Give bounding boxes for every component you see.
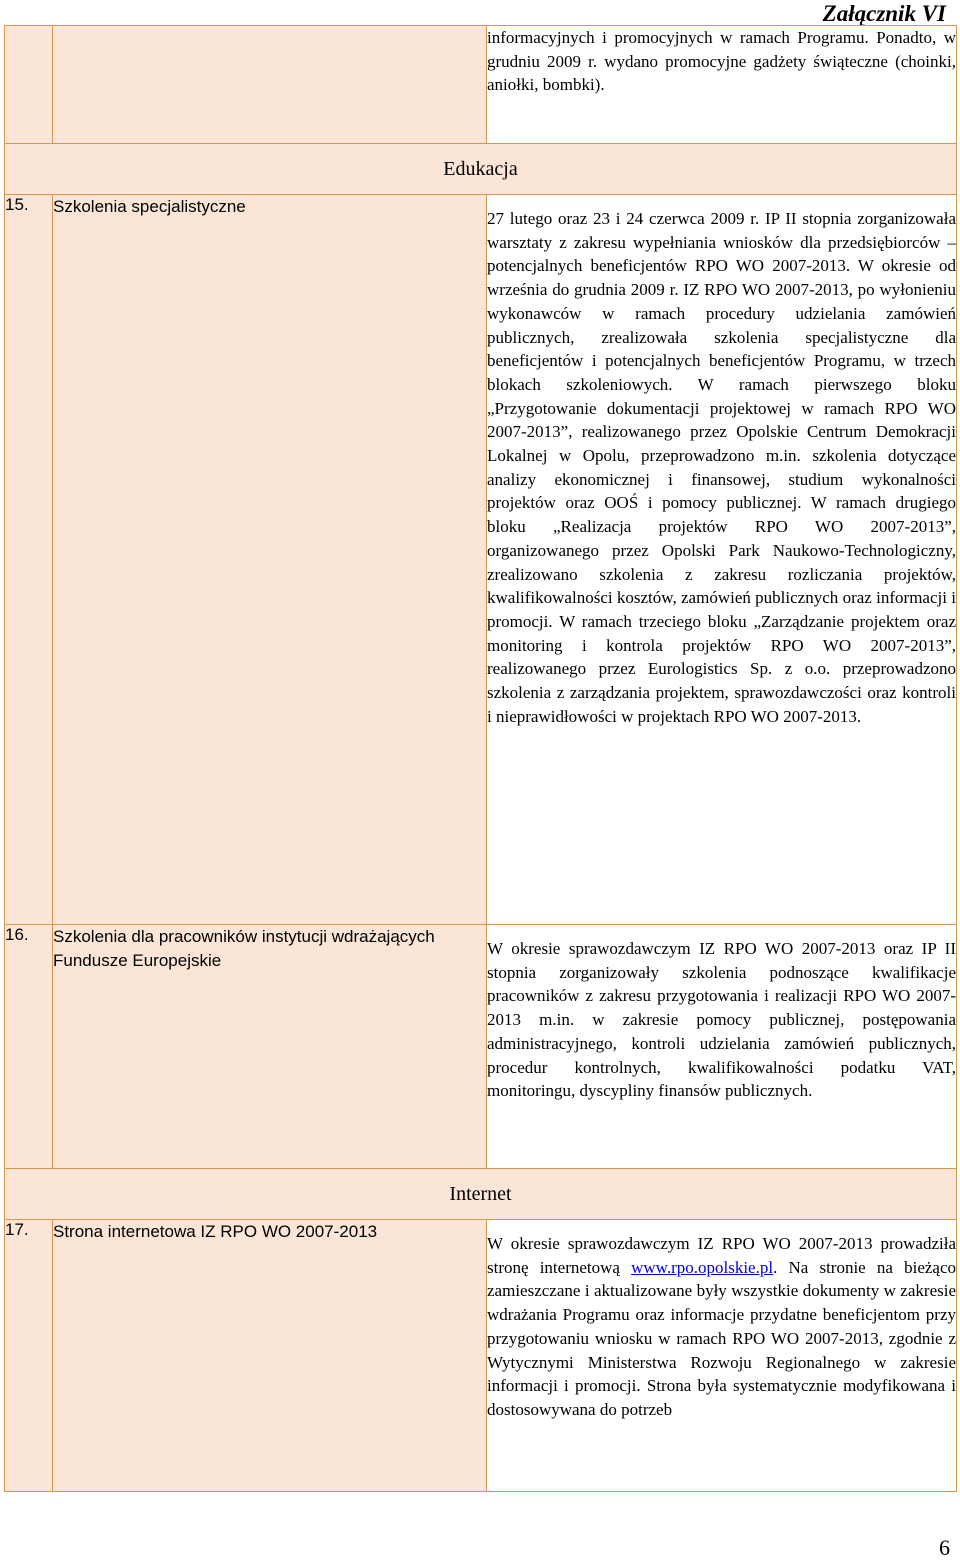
table-row-15 <box>5 195 957 925</box>
section-row-internet <box>5 1169 957 1220</box>
row-title: Szkolenia dla pracowników instytucji wdrażających Fundusze Europejskie <box>53 927 435 970</box>
description-cell <box>487 925 957 1169</box>
row-title-cell <box>53 925 487 1169</box>
table-row-17 <box>5 1220 957 1492</box>
row-number: 16. <box>5 925 53 1169</box>
annex-label: Załącznik VI <box>822 1 946 26</box>
title-cell-empty <box>53 26 487 144</box>
continuation-text: informacyjnych i promocyjnych w ramach Programu. Ponadto, w grudniu 2009 r. wydano promocyjne gadżety świąteczne (choinki, aniołki, bombki). <box>487 28 956 95</box>
number-cell-empty <box>5 26 53 144</box>
row-title: Strona internetowa IZ RPO WO 2007-2013 <box>53 1222 378 1241</box>
row-description <box>487 1232 956 1422</box>
description-cell <box>487 26 957 144</box>
table-row-continuation <box>5 26 957 144</box>
row-number: 17. <box>5 1220 53 1492</box>
website-link[interactable]: www.rpo.opolskie.pl <box>631 1257 774 1277</box>
table-row-16 <box>5 925 957 1169</box>
text-after-link: . Na stronie na bieżąco zamieszczane i aktualizowane były wszystkie dokumenty w zakresie wdrażania Programu oraz informacje przydatne beneficjentom przy przygotowaniu wniosku w ramach RPO WO 2007-2013, zgodnie z Wytycznymi Ministerstwa Rozwoju Regionalnego w zakresie informacji i promocji. Strona była systematycznie modyfikowana i dostosowywana do potrzeb <box>487 1257 956 1419</box>
description-cell <box>487 195 957 925</box>
section-heading-internet: Internet <box>5 1169 957 1220</box>
row-number: 15. <box>5 195 53 925</box>
row-title-cell <box>53 195 487 925</box>
description-cell <box>487 1220 957 1492</box>
row-description: 27 lutego oraz 23 i 24 czerwca 2009 r. IP II stopnia zorganizowała warsztaty z zakresu wypełniania wniosków dla przedsiębiorców – potencjalnych beneficjentów RPO WO 2007-2013. W okresie od września do grudnia 2009 r. IZ RPO WO 2007-2013, po wyłonieniu wykonawców w ramach procedury udzielania zamówień publicznych, zrealizowała szkolenia specjalistyczne dla beneficjentów i potencjalnych beneficjentów Programu, w trzech blokach szkoleniowych. W ramach pierwszego bloku „Przygotowanie dokumentacji projektowej w ramach RPO WO 2007-2013”, realizowanego przez Opolskie Centrum Demokracji Lokalnej w Opolu, przeprowadzono m.in. szkolenia dotyczące analizy ekonomicznej i finansowej, studium wykonalności projektów oraz OOŚ i pomocy publicznej. W ramach drugiego bloku „Realizacja projektów RPO WO 2007-2013”, organizowanego przez Opolski Park Naukowo-Technologiczny, zrealizowano szkolenia z zakresu rozliczania projektów, kwalifikowalności kosztów, zamówień publicznych oraz informacji i promocji. W ramach trzeciego bloku „Zarządzanie projektem oraz monitoring i kontrola projektów RPO WO 2007-2013”, realizowanego przez Eurologistics Sp. z o.o. przeprowadzono szkolenia z zarządzania projektem, sprawozdawczości oraz kontroli i nieprawidłowości w projektach RPO WO 2007-2013. <box>487 209 956 726</box>
page-number: 6 <box>939 1535 950 1560</box>
row-title: Szkolenia specjalistyczne <box>53 197 246 216</box>
text-before-link: W okresie sprawozdawczym IZ RPO WO 2007-2013 prowadziła stronę internetową <box>487 1234 956 1277</box>
report-table <box>4 25 957 1492</box>
row-title-cell <box>53 1220 487 1492</box>
section-row-edukacja <box>5 144 957 195</box>
section-heading-edukacja: Edukacja <box>5 144 957 195</box>
row-description: W okresie sprawozdawczym IZ RPO WO 2007-2013 oraz IP II stopnia zorganizowały szkolenia podnoszące kwalifikacje pracowników z zakresu przygotowania i realizacji RPO WO 2007-2013 m.in. w zakresie pomocy publicznej, postępowania administracyjnego, kontroli udzielania zamówień publicznych, procedur kontrolnych, kwalifikowalności podatku VAT, monitoringu, dyscypliny finansów publicznych. <box>487 939 956 1101</box>
